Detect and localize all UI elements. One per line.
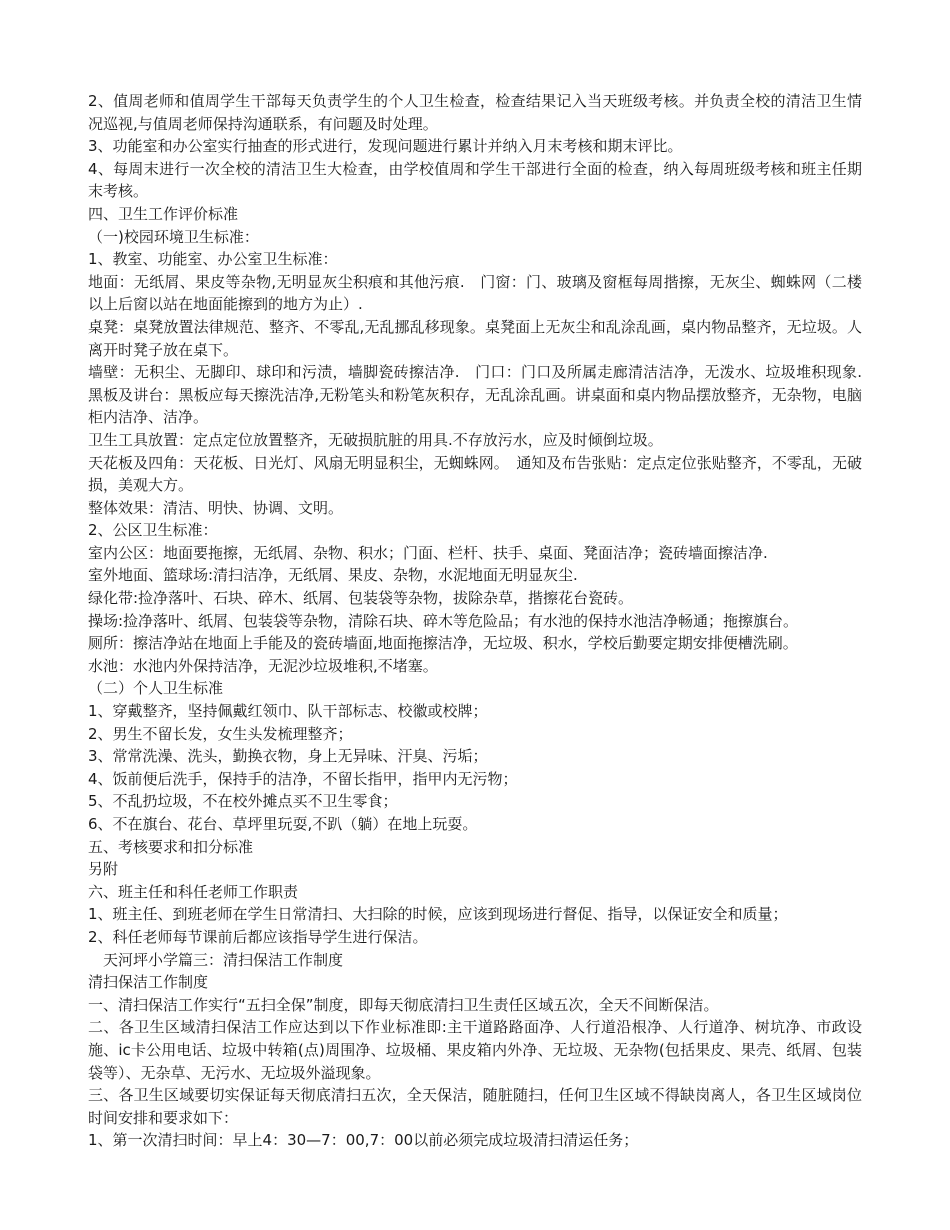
chapter-heading: 天河坪小学篇三：清扫保洁工作制度	[88, 950, 344, 969]
paragraph: 厕所：擦洁净站在地面上手能及的瓷砖墙面,地面拖擦洁净，无垃圾、积水，学校后勤要定期安排便槽洗刷。	[88, 634, 798, 653]
paragraph: 3、功能室和办公室实行抽查的形式进行，发现问题进行累计并纳入月末考核和期末评比。	[88, 137, 683, 156]
paragraph: 二、各卫生区域清扫保洁工作应达到以下作业标准即:主干道路路面净、人行道沿根净、人行道净、树坑净、市政设施、ic卡公用电话、垃圾中转箱(点)周围净、垃圾桶、果皮箱内外净、无垃圾、无杂物(包括果皮、果壳、纸屑、包装袋等）、无杂草、无污水、无垃圾外溢现象。	[88, 1018, 862, 1082]
paragraph: 水池：水池内外保持洁净，无泥沙垃圾堆积,不堵塞。	[88, 656, 438, 675]
section-heading: 四、卫生工作评价标准	[88, 204, 239, 223]
paragraph: 室外地面、篮球场:清扫洁净，无纸屑、果皮、杂物，水泥地面无明显灰尘.	[88, 566, 578, 585]
list-item: 1、第一次清扫时间：早上4：30—7：00,7：00以前必须完成垃圾清扫清运任务；	[88, 1131, 639, 1150]
paragraph: 桌凳：桌凳放置法律规范、整齐、不零乱,无乱挪乱移现象。桌凳面上无灰尘和乱涂乱画，桌内物品整齐，无垃圾。人离开时凳子放在桌下。	[88, 317, 862, 359]
paragraph: 2、公区卫生标准：	[88, 521, 218, 540]
document-title: 清扫保洁工作制度	[88, 973, 209, 992]
paragraph: 卫生工具放置：定点定位放置整齐，无破损肮脏的用具.不存放污水，应及时倾倒垃圾。	[88, 430, 663, 449]
paragraph: 三、各卫生区域要切实保证每天彻底清扫五次，全天保洁，随脏随扫，任何卫生区域不得缺岗离人，各卫生区域岗位时间安排和要求如下：	[88, 1086, 862, 1127]
list-item: 1、班主任、到班老师在学生日常清扫、大扫除的时候，应该到现场进行督促、指导，以保证安全和质量；	[88, 905, 788, 924]
list-item: 2、男生不留长发，女生头发梳理整齐；	[88, 724, 353, 743]
paragraph: 墙壁：无积尘、无脚印、球印和污渍，墙脚瓷砖擦洁净. 门口：门口及所属走廊清洁洁净，无泼水、垃圾堆积现象. 黑板及讲台：黑板应每天擦洗洁净,无粉笔头和粉笔灰积存，无乱涂乱画。讲桌面和桌内物品摆放整齐，无杂物，电脑柜内洁净、洁净。	[88, 363, 878, 427]
paragraph: 地面：无纸屑、果皮等杂物,无明显灰尘积痕和其他污痕. 门窗：门、玻璃及窗框每周揩擦，无灰尘、蜘蛛网（二楼以上后窗以站在地面能擦到的地方为止）.	[88, 272, 862, 314]
paragraph: 操场:捡净落叶、纸屑、包装袋等杂物，清除石块、碎木等危险品；有水池的保持水池洁净畅通；拖擦旗台。	[88, 611, 799, 630]
subsection-heading: （二）个人卫生标准	[88, 679, 224, 698]
paragraph: 4、每周末进行一次全校的清洁卫生大检查，由学校值周和学生干部进行全面的检查，纳入每周班级考核和班主任期末考核。	[88, 159, 862, 201]
subsection-heading: （一)校园环境卫生标准：	[88, 227, 259, 246]
paragraph: 一、清扫保洁工作实行“五扫全保”制度，即每天彻底清扫卫生责任区域五次，全天不间断保洁。	[88, 995, 719, 1014]
paragraph: 室内公区：地面要拖擦，无纸屑、杂物、积水；门面、栏杆、扶手、桌面、凳面洁净；瓷砖墙面擦洁净.	[88, 543, 768, 562]
list-item: 5、不乱扔垃圾，不在校外摊点买不卫生零食；	[88, 792, 398, 811]
paragraph: 绿化带:捡净落叶、石块、碎木、纸屑、包装袋等杂物，拔除杂草，揩擦花台瓷砖。	[88, 589, 634, 608]
paragraph: 整体效果：清洁、明快、协调、文明。	[88, 498, 344, 517]
list-item: 4、饭前便后洗手，保持手的洁净，不留长指甲，指甲内无污物；	[88, 769, 518, 788]
list-item: 3、常常洗澡、洗头，勤换衣物，身上无异味、汗臭、污垢；	[88, 747, 488, 766]
paragraph: 天花板及四角：天花板、日光灯、风扇无明显积尘，无蜘蛛网。 通知及布告张贴：定点定位张贴整齐，不零乱，无破损，美观大方。	[88, 453, 862, 495]
paragraph: 1、教室、功能室、办公室卫生标准：	[88, 250, 338, 269]
paragraph: 2、值周老师和值周学生干部每天负责学生的个人卫生检查，检查结果记入当天班级考核。并负责全校的清洁卫生情况巡视,与值周老师保持沟通联系，有问题及时处理。	[88, 92, 862, 133]
section-heading: 六、班主任和科任老师工作职责	[88, 882, 299, 901]
section-heading: 五、考核要求和扣分标准	[88, 837, 254, 856]
list-item: 2、科任老师每节课前后都应该指导学生进行保洁。	[88, 927, 428, 946]
list-item: 6、不在旗台、花台、草坪里玩耍,不趴（躺）在地上玩耍。	[88, 815, 478, 833]
paragraph: 另附	[88, 860, 119, 879]
list-item: 1、穿戴整齐，坚持佩戴红领巾、队干部标志、校徽或校牌；	[88, 702, 488, 721]
